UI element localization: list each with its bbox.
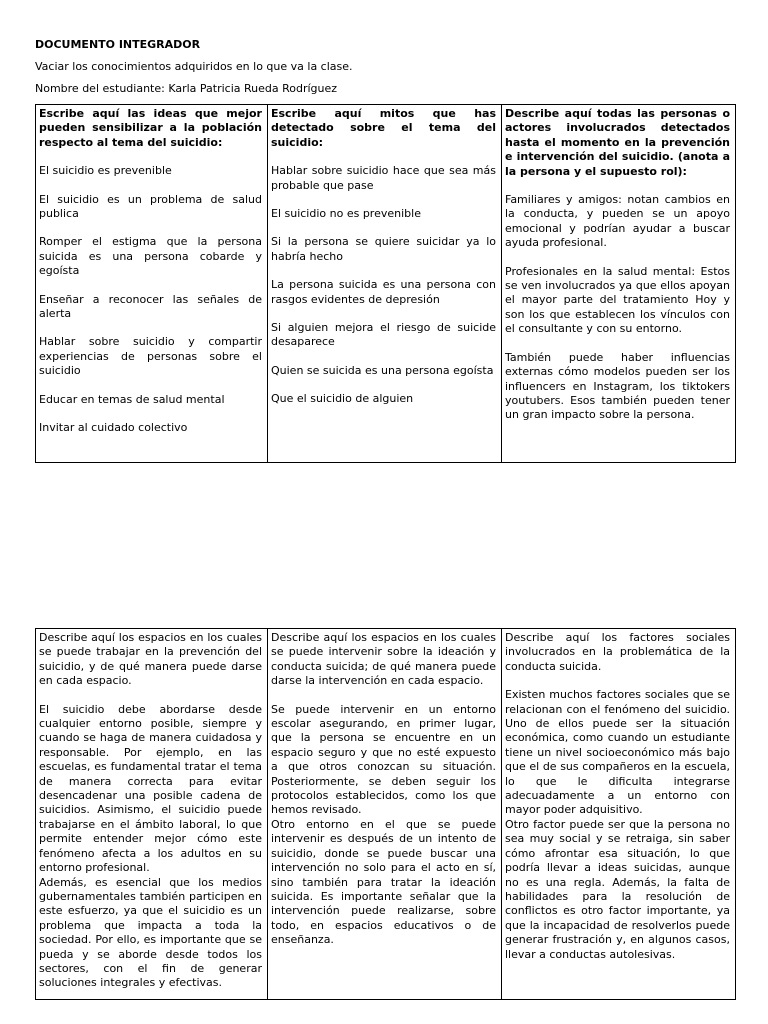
prevention-heading: Describe aquí los espacios en los cuales se puede trabajar en la prevención del suicidio, y de qué manera puede darse en cada espacio. — [39, 631, 262, 688]
idea-item: Enseñar a reconocer las señales de alerta — [39, 292, 262, 321]
idea-item: El suicidio es un problema de salud publica — [39, 192, 262, 221]
ideas-heading: Escribe aquí las ideas que mejor pueden sensibilizar a la población respecto al tema del suicidio: — [39, 107, 262, 149]
factors-heading: Describe aquí los factores sociales involucrados en la problemática de la conducta suicida. — [505, 631, 730, 673]
intervention-paragraph: Se puede intervenir en un entorno escolar asegurando, en primer lugar, que la persona se encuentre en un espacio seguro y que no esté expuesto a que otros conozcan su situación. Posteriormente, se deben seguir los protocolos establecidos, como los que hemos revisado. — [271, 702, 496, 817]
instruction-text: Vaciar los conocimientos adquiridos en lo que va la clase. — [35, 60, 353, 73]
actor-item: También puede haber influencias externas cómo modelos pueden ser los influencers en Instagram, los tiktokers youtubers. Esos también pueden tener un gran impacto sobre la persona. — [505, 350, 730, 422]
factors-paragraph: Existen muchos factores sociales que se relacionan con el fenómeno del suicidio. Uno de ellos puede ser la situación económica, como cuando un estudiante tiene un nivel socioeconómico más bajo que el de sus compañeros en la escuela, lo que le dificulta integrarse adecuadamente a un entorno con mayor poder adquisitivo. — [505, 688, 730, 817]
cell-intervention-spaces — [268, 629, 502, 1000]
actor-item: Familiares y amigos: notan cambios en la conducta, y pueden se un apoyo emocional y podrían ayudar a buscar ayuda profesional. — [505, 193, 730, 250]
cell-actors — [502, 105, 736, 463]
myth-item: Si alguien mejora el riesgo de suicide desaparece — [271, 321, 496, 349]
myth-item: Que el suicidio de alguien — [271, 392, 414, 406]
student-name: Nombre del estudiante: Karla Patricia Rueda Rodríguez — [35, 82, 338, 95]
cell-social-factors — [502, 629, 736, 1000]
intervention-heading: Describe aquí los espacios en los cuales se puede intervenir sobre la ideación y conducta suicida; de qué manera puede darse la intervención en cada espacio. — [271, 631, 496, 688]
idea-item: Hablar sobre suicidio y compartir experiencias de personas sobre el suicidio — [39, 335, 262, 378]
intervention-paragraph: Otro entorno en el que se puede intervenir es después de un intento de suicidio, donde se puede buscar una intervención no solo para el acto en sí, sino también para tratar la ideación suicida. Es importante señalar que la intervención puede realizarse, sobre todo, en espacios educativos o de enseñanza. — [271, 817, 496, 947]
cell-myths — [268, 105, 502, 463]
myth-item: El suicidio no es prevenible — [271, 207, 421, 221]
myth-item: Quien se suicida es una persona egoísta — [271, 363, 494, 377]
idea-item: El suicidio es prevenible — [39, 164, 172, 178]
document-title: DOCUMENTO INTEGRADOR — [35, 38, 201, 51]
factors-paragraph: Otro factor puede ser que la persona no sea muy social y se retraiga, sin saber cómo afrontar esa situación, lo que podría llevar a ideas suicidas, aunque no es una regla. Además, la falta de habilidades para la resolución de conflictos es otro factor importante, ya que la incapacidad de resolverlos puede generar frustración y, en algunos casos, llevar a conductas autolesivas. — [505, 817, 730, 961]
table-ideas-myths-actors — [35, 104, 736, 463]
cell-ideas — [36, 105, 268, 463]
myth-item: La persona suicida es una persona con rasgos evidentes de depresión — [271, 278, 496, 306]
prevention-paragraph: Además, es esencial que los medios gubernamentales también participen en este esfuerzo, ya que el suicidio es un problema que impacta a toda la sociedad. Por ello, es importante que se pueda y se aborde desde todos los sectores, con el fin de generar soluciones integrales y efectivas. — [39, 875, 262, 990]
prevention-paragraph: El suicidio debe abordarse desde cualquier entorno posible, siempre y cuando se haga de manera cuidadosa y responsable. Por ejemplo, en las escuelas, es fundamental tratar el tema de manera correcta para evitar desencadenar una posible cadena de suicidios. Asimismo, el suicidio puede trabajarse en el ámbito laboral, lo que permite entender mejor cómo este fenómeno afecta a los adultos en su entorno profesional. — [39, 702, 262, 875]
actor-item: Profesionales en la salud mental: Estos se ven involucrados ya que ellos apoyan el mayor parte del tratamiento Hoy y son los que establecen los vínculos con el consultante y con su entorno. — [505, 264, 730, 336]
cell-prevention-spaces — [36, 629, 268, 1000]
idea-item: Romper el estigma que la persona suicida es una persona cobarde y egoísta — [39, 235, 262, 278]
idea-item: Educar en temas de salud mental — [39, 392, 225, 406]
myth-item: Si la persona se quiere suicidar ya lo habría hecho — [271, 235, 496, 263]
table-spaces-factors — [35, 628, 736, 1000]
myths-heading: Escribe aquí mitos que has detectado sobre el tema del suicidio: — [271, 107, 496, 149]
myth-item: Hablar sobre suicidio hace que sea más probable que pase — [271, 164, 496, 192]
actors-heading: Describe aquí todas las personas o actores involucrados detectados hasta el momento en la prevención e intervención del suicidio. (anota a la persona y el supuesto rol): — [505, 107, 730, 178]
idea-item: Invitar al cuidado colectivo — [39, 421, 188, 435]
